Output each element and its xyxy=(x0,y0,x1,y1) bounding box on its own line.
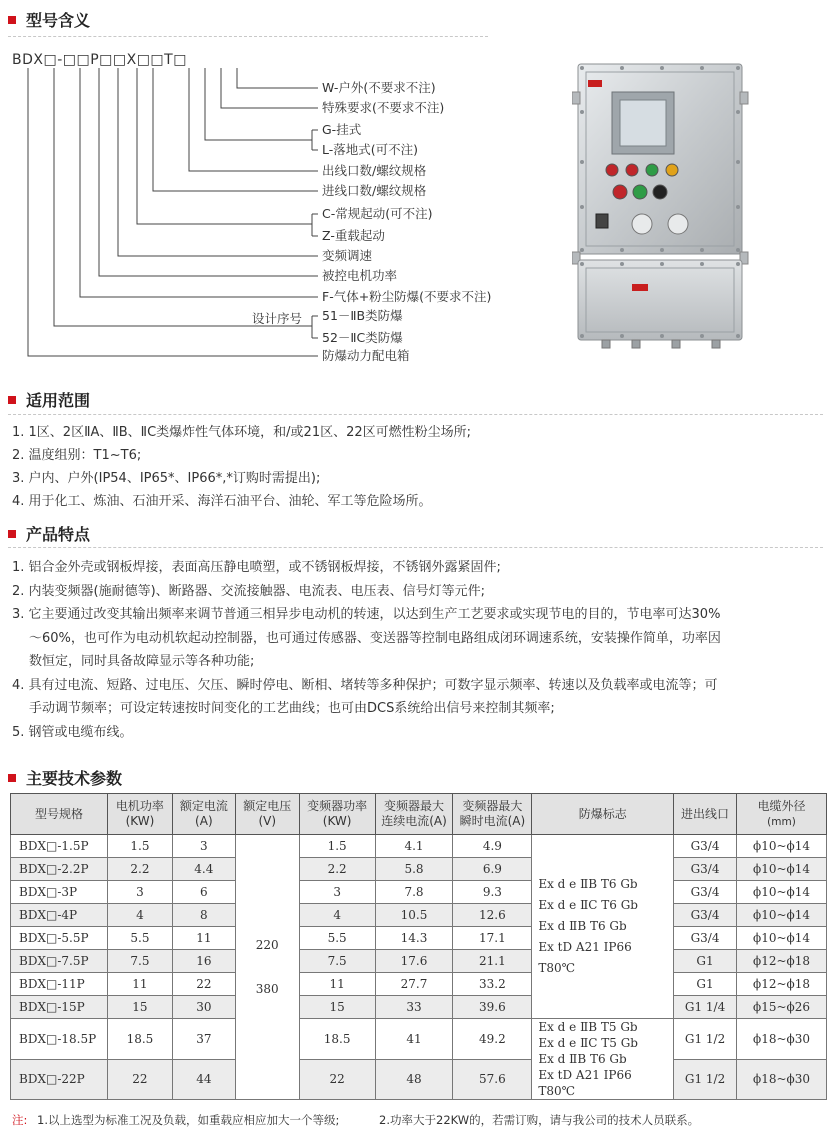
table-cell: BDX□-1.5P xyxy=(11,835,108,858)
table-cell: 18.5 xyxy=(299,1019,375,1060)
table-cell: G1 1/2 xyxy=(674,1059,737,1100)
table-cell: 18.5 xyxy=(107,1019,172,1060)
section-header-model xyxy=(8,8,90,31)
table-cell: 30 xyxy=(172,996,235,1019)
features-list xyxy=(12,556,721,744)
table-cell: 33.2 xyxy=(453,973,532,996)
note-prefix: 注: xyxy=(12,1113,28,1127)
feature-item-cont: 数恒定，同时具备故障显示等各种功能; xyxy=(29,654,255,669)
product-image xyxy=(572,52,752,352)
col-header: 额定电压 (V) xyxy=(235,794,299,835)
table-row xyxy=(11,927,827,950)
table-cell: ϕ10~ϕ14 xyxy=(737,927,827,950)
table-cell: ϕ10~ϕ14 xyxy=(737,881,827,904)
label-floor-stand: L-落地式(可不注) xyxy=(322,142,419,157)
table-cell: BDX□-11P xyxy=(11,973,108,996)
col-header: 防爆标志 xyxy=(532,794,674,835)
scope-item: 4. 用于化工、炼油、石油开采、海洋石油平台、油轮、军工等危险场所。 xyxy=(12,494,432,509)
model-code: BDX□-□□P□□X□□T□ xyxy=(12,52,187,68)
table-cell: 37 xyxy=(172,1019,235,1060)
table-cell: 17.6 xyxy=(375,950,453,973)
table-row xyxy=(11,950,827,973)
section-marker xyxy=(8,396,16,404)
ex-marking: Ex d ⅡB T6 Gb xyxy=(538,919,627,933)
table-cell: ϕ10~ϕ14 xyxy=(737,835,827,858)
col-header: 变频器最大 连续电流(A) xyxy=(375,794,453,835)
feature-item: 5. 钢管或电缆布线。 xyxy=(12,724,133,740)
table-row xyxy=(11,1019,827,1060)
section-title: 型号含义 xyxy=(26,11,91,30)
section-header-params xyxy=(8,766,122,789)
table-cell: 6 xyxy=(172,881,235,904)
table-cell: 22 xyxy=(172,973,235,996)
col-header: 电机功率 (KW) xyxy=(107,794,172,835)
table-cell: 15 xyxy=(107,996,172,1019)
table-row xyxy=(11,881,827,904)
label-vfd: 变频调速 xyxy=(322,248,373,263)
col-header: 变频器最大 瞬时电流(A) xyxy=(453,794,532,835)
table-row xyxy=(11,835,827,858)
table-cell: G3/4 xyxy=(674,881,737,904)
table-cell: G1 xyxy=(674,973,737,996)
table-cell: ϕ18~ϕ30 xyxy=(737,1019,827,1060)
divider xyxy=(8,36,488,37)
voltage-cell xyxy=(235,835,299,1100)
label-special: 特殊要求(不要求不注) xyxy=(322,100,445,115)
table-row xyxy=(11,858,827,881)
section-marker xyxy=(8,774,16,782)
table-cell: 11 xyxy=(299,973,375,996)
table-cell: G1 1/2 xyxy=(674,1019,737,1060)
table-cell: 21.1 xyxy=(453,950,532,973)
ex-marking-cell xyxy=(532,835,674,1019)
table-cell: ϕ10~ϕ14 xyxy=(737,904,827,927)
table-cell: 48 xyxy=(375,1059,453,1100)
table-cell: BDX□-2.2P xyxy=(11,858,108,881)
section-title: 主要技术参数 xyxy=(26,769,123,788)
table-cell: ϕ18~ϕ30 xyxy=(737,1059,827,1100)
section-marker xyxy=(8,16,16,24)
table-cell: G3/4 xyxy=(674,858,737,881)
label-inlet: 进线口数/螺纹规格 xyxy=(322,183,427,198)
note-text-2: 2.功率大于22KW的，若需订购，请与我公司的技术人员联系。 xyxy=(379,1113,700,1127)
ex-marking: Ex tD A21 IP66 T80℃ xyxy=(538,940,632,975)
label-design-no: 设计序号 xyxy=(252,311,303,326)
table-cell: ϕ12~ϕ18 xyxy=(737,973,827,996)
table-cell: 3 xyxy=(299,881,375,904)
section-header-scope xyxy=(8,388,90,411)
table-cell: BDX□-3P xyxy=(11,881,108,904)
table-cell: ϕ12~ϕ18 xyxy=(737,950,827,973)
table-cell: BDX□-18.5P xyxy=(11,1019,108,1060)
col-header: 额定电流 (A) xyxy=(172,794,235,835)
section-title: 适用范围 xyxy=(26,391,91,410)
divider xyxy=(8,547,823,548)
scope-item: 3. 户内、户外(IP54、IP65*、IP66*,*订购时需提出); xyxy=(12,471,321,486)
table-cell: 5.5 xyxy=(107,927,172,950)
divider xyxy=(8,414,823,415)
label-box-name: 防爆动力配电箱 xyxy=(322,348,410,363)
table-cell: 4.4 xyxy=(172,858,235,881)
feature-item: 1. 铝合金外壳或钢板焊接，表面高压静电喷塑，或不锈钢板焊接，不锈钢外露紧固件; xyxy=(12,560,501,575)
col-header: 型号规格 xyxy=(11,794,108,835)
table-cell: 10.5 xyxy=(375,904,453,927)
table-row xyxy=(11,1059,827,1100)
scope-list xyxy=(12,421,471,513)
table-cell: 15 xyxy=(299,996,375,1019)
table-cell: 16 xyxy=(172,950,235,973)
spec-table xyxy=(10,793,827,1100)
table-cell: 6.9 xyxy=(453,858,532,881)
label-outlet: 出线口数/螺纹规格 xyxy=(322,163,427,178)
feature-item: 2. 内装变频器(施耐德等)、断路器、交流接触器、电流表、电压表、信号灯等元件; xyxy=(12,583,486,599)
table-cell: G3/4 xyxy=(674,927,737,950)
table-cell: G1 xyxy=(674,950,737,973)
feature-item-cont: ～60%，也可作为电动机软起动控制器，也可通过传感器、变送器等控制电路组成闭环调速系统，安装操作简单，功率因 xyxy=(29,630,721,646)
table-cell: 41 xyxy=(375,1019,453,1060)
label-heavy-start: Z-重载起动 xyxy=(322,228,385,243)
table-cell: BDX□-5.5P xyxy=(11,927,108,950)
table-cell: 7.5 xyxy=(107,950,172,973)
col-header: 进出线口 xyxy=(674,794,737,835)
table-cell: 27.7 xyxy=(375,973,453,996)
label-wall-mount: G-挂式 xyxy=(322,122,362,137)
table-cell: G1 1/4 xyxy=(674,996,737,1019)
table-cell: 1.5 xyxy=(299,835,375,858)
label-gas-dust: F-气体+粉尘防爆(不要求不注) xyxy=(322,289,492,304)
ex-marking: Ex d e ⅡC T6 Gb xyxy=(538,898,638,912)
voltage-value: 380 xyxy=(255,982,279,996)
table-cell: 44 xyxy=(172,1059,235,1100)
table-cell: 49.2 xyxy=(453,1019,532,1060)
table-cell: 5.8 xyxy=(375,858,453,881)
table-row xyxy=(11,904,827,927)
table-cell: G3/4 xyxy=(674,904,737,927)
ex-marking: Ex d e ⅡC T5 Gb xyxy=(538,1036,638,1050)
table-cell: 57.6 xyxy=(453,1059,532,1100)
table-cell: 22 xyxy=(107,1059,172,1100)
ex-marking: Ex d ⅡB T6 Gb xyxy=(538,1052,627,1066)
feature-item: 4. 具有过电流、短路、过电压、欠压、瞬时停电、断相、堵转等多种保护；可数字显示频率、转速以及负载率或电流等；可 xyxy=(12,677,718,693)
table-cell: 4.1 xyxy=(375,835,453,858)
label-motor-power: 被控电机功率 xyxy=(322,268,398,283)
ex-marking: Ex d e ⅡB T5 Gb xyxy=(538,1020,638,1034)
table-cell: BDX□-22P xyxy=(11,1059,108,1100)
section-header-features xyxy=(8,522,90,545)
table-cell: 11 xyxy=(172,927,235,950)
table-cell: BDX□-15P xyxy=(11,996,108,1019)
col-header: 电缆外径 (mm) xyxy=(737,794,827,835)
scope-item: 1. 1区、2区ⅡA、ⅡB、ⅡC类爆炸性气体环境，和/或21区、22区可燃性粉尘场所; xyxy=(12,425,472,440)
label-outdoor: W-户外(不要求不注) xyxy=(322,80,436,95)
scope-item: 2. 温度组别：T1~T6; xyxy=(12,448,142,463)
table-row xyxy=(11,996,827,1019)
table-cell: 2.2 xyxy=(107,858,172,881)
table-cell: 5.5 xyxy=(299,927,375,950)
feature-item: 3. 它主要通过改变其输出频率来调节普通三相异步电动机的转速，以达到生产工艺要求或实现节电的目的，节电率可达30% xyxy=(12,607,721,622)
table-cell: 14.3 xyxy=(375,927,453,950)
table-cell: 33 xyxy=(375,996,453,1019)
table-cell: G3/4 xyxy=(674,835,737,858)
table-cell: 9.3 xyxy=(453,881,532,904)
table-cell: 11 xyxy=(107,973,172,996)
section-title: 产品特点 xyxy=(26,525,91,544)
table-cell: BDX□-4P xyxy=(11,904,108,927)
note-text-1: 1.以上选型为标准工况及负载，如重载应相应加大一个等级; xyxy=(37,1113,340,1127)
voltage-value: 220 xyxy=(255,938,279,952)
table-cell: BDX□-7.5P xyxy=(11,950,108,973)
table-cell: 7.8 xyxy=(375,881,453,904)
table-header-row xyxy=(11,794,827,835)
table-cell: 7.5 xyxy=(299,950,375,973)
label-class-c: 52－ⅡC类防爆 xyxy=(322,330,403,345)
table-cell: 3 xyxy=(172,835,235,858)
table-cell: 3 xyxy=(107,881,172,904)
footnote xyxy=(12,1112,699,1128)
ex-marking-cell xyxy=(532,1019,674,1100)
label-class-b: 51－ⅡB类防爆 xyxy=(322,308,403,323)
table-cell: 22 xyxy=(299,1059,375,1100)
ex-marking: Ex tD A21 IP66 T80℃ xyxy=(538,1068,632,1098)
table-cell: 17.1 xyxy=(453,927,532,950)
col-header: 变频器功率 (KW) xyxy=(299,794,375,835)
table-cell: 8 xyxy=(172,904,235,927)
label-normal-start: C-常规起动(可不注) xyxy=(322,206,433,221)
table-cell: 4 xyxy=(299,904,375,927)
section-marker xyxy=(8,530,16,538)
table-cell: 2.2 xyxy=(299,858,375,881)
ex-marking: Ex d e ⅡB T6 Gb xyxy=(538,877,638,891)
feature-item-cont: 手动调节频率；可设定转速按时间变化的工艺曲线；也可由DCS系统给出信号来控制其频率; xyxy=(29,701,555,716)
table-cell: 1.5 xyxy=(107,835,172,858)
table-cell: 4 xyxy=(107,904,172,927)
table-cell: ϕ10~ϕ14 xyxy=(737,858,827,881)
table-cell: 4.9 xyxy=(453,835,532,858)
table-cell: 39.6 xyxy=(453,996,532,1019)
table-cell: ϕ15~ϕ26 xyxy=(737,996,827,1019)
table-row xyxy=(11,973,827,996)
table-cell: 12.6 xyxy=(453,904,532,927)
